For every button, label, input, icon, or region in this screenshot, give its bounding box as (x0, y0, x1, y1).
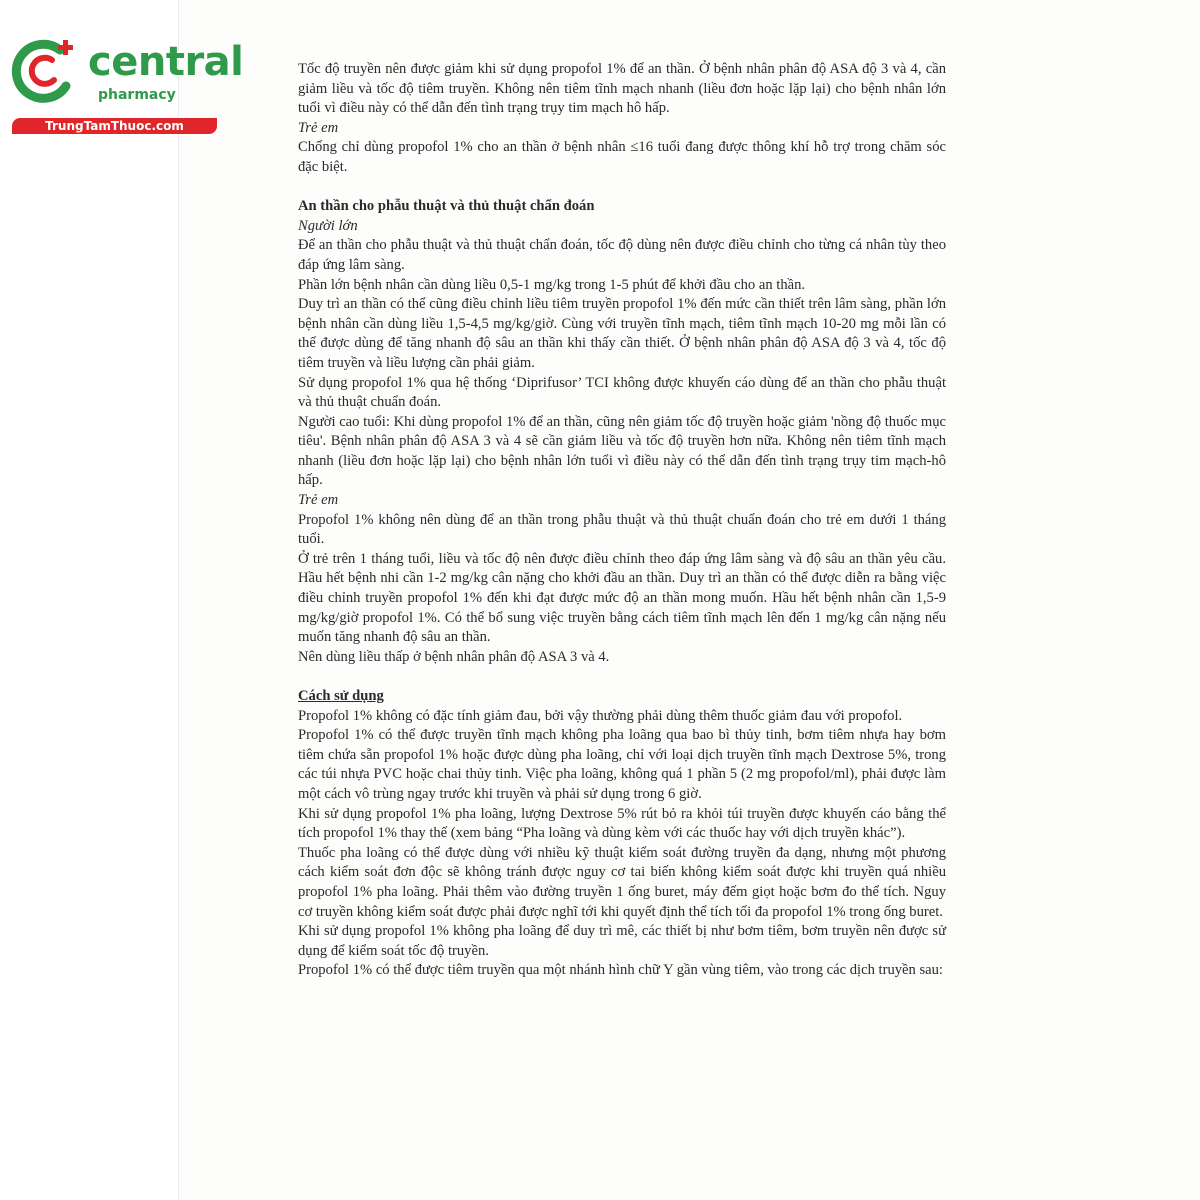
logo-wordmark: central (88, 39, 244, 85)
subsection-heading: Người lớn (298, 217, 358, 234)
paragraph: Để an thần cho phẫu thuật và thủ thuật chẩn đoán, tốc độ dùng nên được điều chỉnh cho từng cá nhân tùy theo đáp ứng lâm sàng. (298, 237, 946, 273)
logo-website-banner: TrungTamThuoc.com (12, 118, 217, 134)
paragraph: Người cao tuổi: Khi dùng propofol 1% để an thần, cũng nên giảm tốc độ truyền hoặc giảm 'nồng độ thuốc mục tiêu'. Bệnh nhân phân độ ASA 3 và 4 sẽ cần giảm liều và tốc độ truyền hơn nữa. Không nên tiêm tĩnh mạch nhanh (liều đơn hoặc lặp lại) cho bệnh nhân lớn tuổi vì điều này có thể dẫn đến tình trạng trụy tim mạch-hô hấp. (298, 413, 946, 489)
paragraph: Tốc độ truyền nên được giảm khi sử dụng propofol 1% để an thần. Ở bệnh nhân phân độ ASA độ 3 và 4, cần giảm liều và tốc độ tiêm truyền. Không nên tiêm tĩnh mạch nhanh (liều đơn hoặc lặp lại) cho bệnh nhân lớn tuổi vì điều này có thể dẫn đến tình trạng trụy tim mạch hô hấp. (298, 61, 946, 117)
subsection-heading: Trẻ em (298, 119, 339, 136)
paragraph: Phần lớn bệnh nhân cần dùng liều 0,5-1 mg/kg trong 1-5 phút để khởi đầu cho an thần. (298, 276, 806, 293)
paragraph: Propofol 1% không có đặc tính giảm đau, bởi vậy thường phải dùng thêm thuốc giảm đau với propofol. (298, 707, 903, 724)
paragraph: Thuốc pha loãng có thể được dùng với nhiều kỹ thuật kiểm soát đường truyền đa dạng, nhưng một phương cách kiểm soát đơn độc sẽ không tránh được nguy cơ tai biến không kiểm soát được khi truyền quá nhiều propofol 1% pha loãng. Phải thêm vào đường truyền 1 ống buret, máy đếm giọt hoặc bơm đo thể tích. Nguy cơ truyền không kiểm soát được phải được nghĩ tới khi quyết định thể tích tối đa propofol 1% trong ống buret. (298, 844, 946, 920)
paragraph: Propofol 1% có thể được truyền tĩnh mạch không pha loãng qua bao bì thủy tinh, bơm tiêm nhựa hay bơm tiêm chứa sẵn propofol 1% hoặc được dùng pha loãng, chỉ với loại dịch truyền tĩnh mạch Dextrose 5%, trong các túi nhựa PVC hoặc chai thủy tinh. Việc pha loãng, không quá 1 phần 5 (2 mg propofol/ml), phải được làm một cách vô trùng ngay trước khi truyền và phải sử dụng trong 6 giờ. (298, 727, 946, 802)
paragraph: Propofol 1% có thể được tiêm truyền qua một nhánh hình chữ Y gần vùng tiêm, vào trong các dịch truyền sau: (298, 962, 943, 979)
paragraph: Nên dùng liều thấp ở bệnh nhân phân độ ASA 3 và 4. (298, 648, 610, 665)
paragraph: Duy trì an thần có thể cũng điều chỉnh liều tiêm truyền propofol 1% đến mức cần thiết trên lâm sàng, phần lớn bệnh nhân cần dùng liều 1,5-4,5 mg/kg/giờ. Cùng với truyền tĩnh mạch, tiêm tĩnh mạch 10-20 mg mỗi lần có thể được dùng để tăng nhanh độ sâu an thần khi thấy cần thiết. Ở bệnh nhân phân độ ASA độ 3 và 4, tốc độ tiêm truyền và liều lượng cần phải giảm. (298, 296, 946, 371)
paragraph: Propofol 1% không nên dùng để an thần trong phẫu thuật và thủ thuật chuẩn đoán cho trẻ em dưới 1 tháng tuổi. (298, 511, 946, 548)
paragraph: Khi sử dụng propofol 1% không pha loãng để duy trì mê, các thiết bị như bơm tiêm, bơm truyền nên được sử dụng để kiểm soát tốc độ truyền. (298, 923, 946, 959)
paragraph: Sử dụng propofol 1% qua hệ thống ‘Diprifusor’ TCI không được khuyến cáo dùng để an thần cho phẫu thuật và thủ thuật chuẩn đoán. (298, 374, 946, 411)
document-body (298, 60, 946, 981)
paragraph-gap (298, 178, 946, 198)
logo-subtitle: pharmacy (98, 87, 176, 103)
central-pharmacy-logo (10, 36, 244, 136)
pharmacy-c-cross-icon (10, 36, 80, 106)
section-heading: Cách sử dụng (298, 688, 384, 704)
subsection-heading: Trẻ em (298, 492, 339, 509)
paragraph-gap (298, 667, 946, 687)
paragraph: Ở trẻ trên 1 tháng tuổi, liều và tốc độ nên được điều chỉnh theo đáp ứng lâm sàng và độ sâu an thần yêu cầu. Hầu hết bệnh nhi cần 1-2 mg/kg cân nặng cho khởi đầu an thần. Duy trì an thần có thể được diễn ra bằng việc điều chỉnh truyền propofol 1% đến khi đạt được mức độ an thần mong muốn. Hầu hết bệnh nhân cần 1,5-9 mg/kg/giờ propofol 1%. Có thể bổ sung việc truyền bằng cách tiêm tĩnh mạch lên đến 1 mg/kg cân nặng nếu muốn tăng nhanh độ sâu an thần. (298, 550, 946, 646)
section-heading: An thần cho phẫu thuật và thủ thuật chẩn đoán (298, 198, 595, 215)
paragraph: Chống chỉ dùng propofol 1% cho an thần ở bệnh nhân ≤16 tuổi đang được thông khí hỗ trợ trong chăm sóc đặc biệt. (298, 139, 946, 175)
paragraph: Khi sử dụng propofol 1% pha loãng, lượng Dextrose 5% rút bỏ ra khỏi túi truyền được khuyến cáo bằng thể tích propofol 1% thay thế (xem bảng “Pha loãng và dùng kèm với các thuốc hay với dịch truyền khác”). (298, 805, 946, 842)
